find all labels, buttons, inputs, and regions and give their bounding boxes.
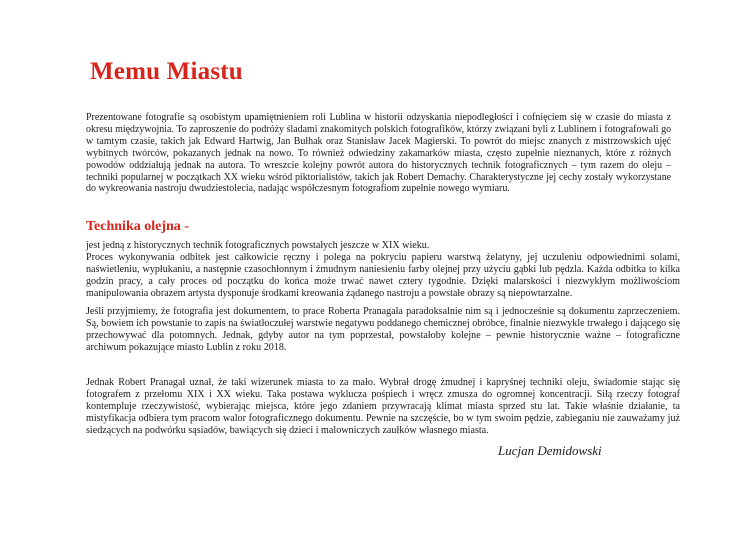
- paragraph-2: Jeśli przyjmiemy, że fotografia jest dokumentem, to prace Roberta Pranagała paradoksalnie nim są i jednocześnie są dokumentu zaprzeczeniem. Są, bowiem ich powstanie to zapis na światłoczułej warstwie negatywu poddanego chemicznej obróbce, finalnie niezwykle trwałego i dającego się przechowywać dla potomnych. Jednak, gdyby autor na tym poprzestał, powstałoby kolejne – pewnie historycznie ważne – fotograficzne archiwum pokazujące miasto Lublin z roku 2018.: [86, 306, 680, 353]
- section-heading-oil-technique: Technika olejna -: [86, 219, 189, 234]
- technique-body: Proces wykonywania odbitek jest całkowicie ręczny i polega na pokryciu papieru warstwą żelatyny, jej uczuleniu odpowiednimi solami, naświetleniu, wypłukaniu, a następnie czasochłonnym i żmudnym naniesieniu farby olejnej przy użyciu gąbki lub pędzla. Każda odbitka to kilka godzin pracy, a cały proces od początku do końca może trwać nawet cztery tygodnie. Dzięki malarskości i niezwykłym możliwościom manipulowania obrazem artysta dysponuje środkami kreowania żądanego nastroju a powstałe obrazy są niepowtarzalne.: [86, 251, 680, 299]
- technique-lead: jest jedną z historycznych technik fotograficznych powstałych jeszcze w XIX wieku.: [86, 240, 430, 251]
- author-signature: Lucjan Demidowski: [498, 443, 602, 458]
- technique-section: [86, 240, 680, 300]
- paragraph-3: Jednak Robert Pranagał uznał, że taki wizerunek miasta to za mało. Wybrał drogę żmudnej i kapryśnej techniki oleju, świadomie stając się fotografem z przełomu XIX i XX wieku. Taka postawa wyklucza pośpiech i wręcz zmusza do ogromnej koncentracji. Siłą rzeczy fotograf kontempluje rzeczywistość, wybierając miejsca, które jego zdaniem przywracają klimat miasta sprzed stu lat. Takie właśnie działanie, ta mistyfikacja odbiera tym pracom walor fotograficznego dokumentu. Pewnie na szczęście, bo w tym swoim pędzie, zabieganiu nie zauważamy już siedzących na podwórku sąsiadów, bawiących się dzieci i malowniczych zaułków własnego miasta.: [86, 377, 680, 436]
- intro-paragraph: Prezentowane fotografie są osobistym upamiętnieniem roli Lublina w historii odzyskania niepodległości i cofnięciem się w czasie do miasta z okresu międzywojnia. To zaproszenie do podróży śladami znakomitych polskich fotografików, którzy związani byli z Lublinem i fotografowali go w tamtym czasie, takich jak Edward Hartwig, Jan Bułhak oraz Stanisław Jacek Magierski. To powrót do miejsc znanych z mistrzowskich ujęć wybitnych twórców, pokazanych jednak na nowo. To również odwiedziny zakamarków miasta, często zupełnie nieznanych, które z różnych powodów oddziałują jednak na autora. To wreszcie kolejny powrót autora do historycznych technik fotograficznych – tym razem do oleju – techniki popularnej w początkach XX wieku wśród piktorialistów, takich jak Robert Demachy. Charakterystyczne jej cechy zostały wykorzystane do wykreowania nastroju dwudziestolecia, nadając współczesnym fotografiom zupełnie nowego wymiaru.: [86, 112, 672, 195]
- paragraph-document: [86, 306, 680, 354]
- paragraph-pranagal: [86, 377, 680, 437]
- page-title: Memu Miastu: [90, 58, 243, 85]
